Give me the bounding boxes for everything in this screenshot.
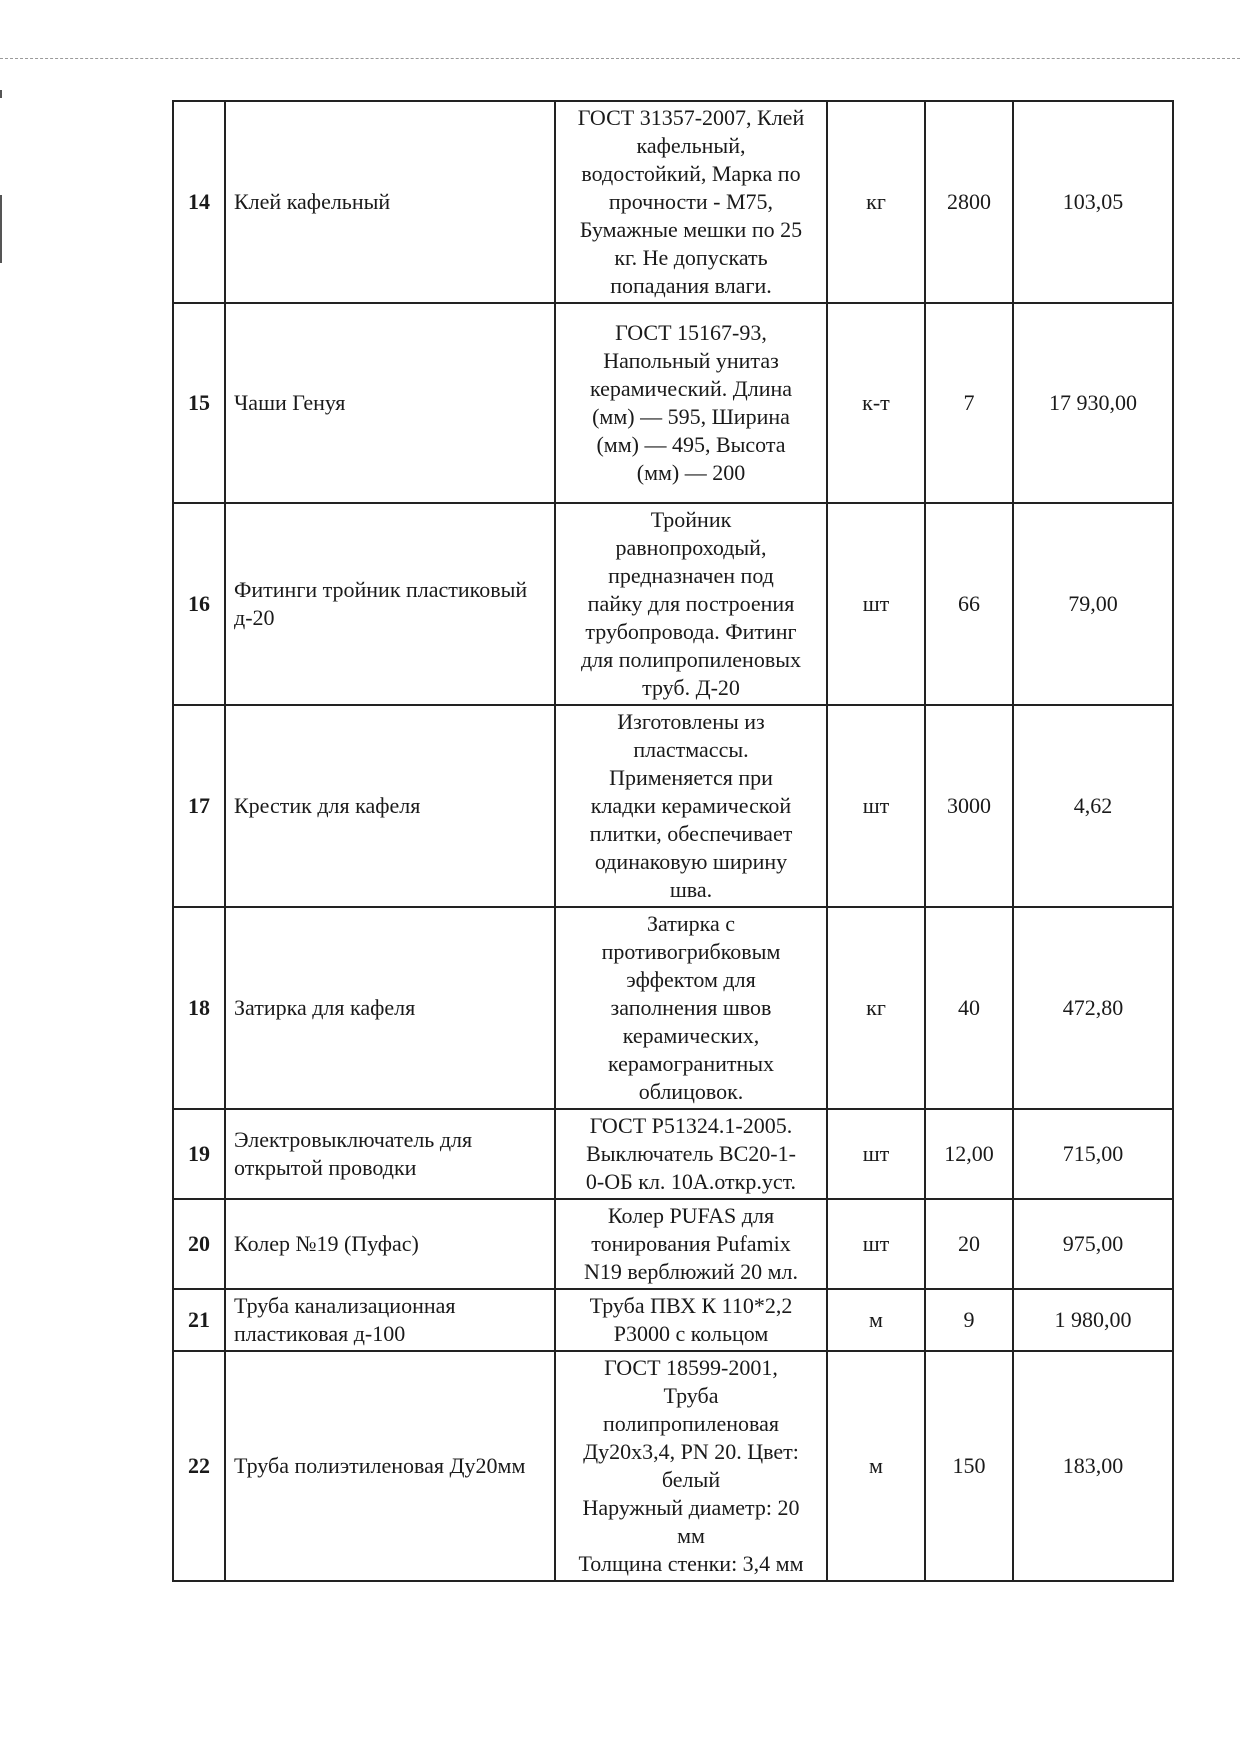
description-line: полипропиленовая bbox=[602, 1411, 780, 1436]
description-line: водостойкий, Марка по bbox=[581, 161, 801, 186]
description-line: N19 верблюжий 20 мл. bbox=[583, 1259, 799, 1284]
description-line: Изготовлены из bbox=[617, 709, 765, 734]
description-line: керамогранитных bbox=[607, 1051, 775, 1076]
item-name: Чаши Генуя bbox=[225, 303, 555, 503]
scan-mark bbox=[0, 195, 2, 263]
table-row bbox=[173, 303, 1173, 503]
row-number: 20 bbox=[173, 1199, 225, 1289]
unit-of-measure: к-т bbox=[827, 303, 925, 503]
unit-price: 1 980,00 bbox=[1013, 1289, 1173, 1351]
item-description bbox=[555, 503, 827, 705]
description-line: предназначен под bbox=[608, 563, 774, 588]
item-description bbox=[555, 303, 827, 503]
quantity: 40 bbox=[925, 907, 1013, 1109]
item-description bbox=[555, 1199, 827, 1289]
description-line: (мм) — 200 bbox=[636, 460, 746, 485]
description-line: Бумажные мешки по 25 bbox=[579, 217, 803, 242]
row-number: 18 bbox=[173, 907, 225, 1109]
description-line: пайку для построения bbox=[587, 591, 795, 616]
description-line: пластмассы. bbox=[633, 737, 749, 762]
description-line: облицовок. bbox=[638, 1079, 744, 1104]
description-line: труб. Д-20 bbox=[642, 675, 740, 700]
unit-price: 183,00 bbox=[1013, 1351, 1173, 1581]
quantity: 3000 bbox=[925, 705, 1013, 907]
unit-price: 79,00 bbox=[1013, 503, 1173, 705]
item-name: Электровыключатель для открытой проводки bbox=[225, 1109, 555, 1199]
row-number: 14 bbox=[173, 101, 225, 303]
quantity: 150 bbox=[925, 1351, 1013, 1581]
description-line: ГОСТ 15167-93, bbox=[615, 320, 767, 345]
unit-price: 472,80 bbox=[1013, 907, 1173, 1109]
description-line: Применяется при bbox=[609, 765, 773, 790]
row-number: 15 bbox=[173, 303, 225, 503]
description-line: трубопровода. Фитинг bbox=[585, 619, 797, 644]
description-line: кафельный, bbox=[636, 133, 746, 158]
table-row bbox=[173, 1289, 1173, 1351]
description-line: одинаковую ширину bbox=[594, 849, 788, 874]
table-row bbox=[173, 101, 1173, 303]
item-description bbox=[555, 907, 827, 1109]
description-line: керамический. Длина bbox=[589, 376, 793, 401]
description-line: прочности - М75, bbox=[608, 189, 774, 214]
description-line: белый bbox=[661, 1467, 721, 1492]
unit-price: 4,62 bbox=[1013, 705, 1173, 907]
description-line: (мм) — 595, Ширина bbox=[592, 404, 790, 429]
description-line: Толщина стенки: 3,4 мм bbox=[578, 1551, 804, 1576]
table-row bbox=[173, 1351, 1173, 1581]
unit-of-measure: кг bbox=[827, 907, 925, 1109]
row-number: 19 bbox=[173, 1109, 225, 1199]
description-line: кладки керамической bbox=[590, 793, 792, 818]
materials-table-body bbox=[173, 101, 1173, 1581]
description-line: Напольный унитаз bbox=[603, 348, 779, 373]
description-line: эффектом для bbox=[626, 967, 756, 992]
description-line: попадания влаги. bbox=[610, 273, 772, 298]
description-line: тонирования Pufamix bbox=[591, 1231, 791, 1256]
description-line: противогрибковым bbox=[601, 939, 781, 964]
unit-of-measure: шт bbox=[827, 503, 925, 705]
quantity: 9 bbox=[925, 1289, 1013, 1351]
unit-of-measure: кг bbox=[827, 101, 925, 303]
description-line: Труба bbox=[663, 1383, 719, 1408]
scan-edge-line bbox=[0, 58, 1240, 59]
description-line: Колер PUFAS для bbox=[607, 1203, 775, 1228]
description-line: Наружный диаметр: 20 bbox=[582, 1495, 800, 1520]
row-number: 21 bbox=[173, 1289, 225, 1351]
unit-price: 17 930,00 bbox=[1013, 303, 1173, 503]
item-name: Затирка для кафеля bbox=[225, 907, 555, 1109]
table-row bbox=[173, 1109, 1173, 1199]
description-line: Затирка с bbox=[647, 911, 735, 936]
description-line: для полипропиленовых bbox=[580, 647, 802, 672]
item-name: Колер №19 (Пуфас) bbox=[225, 1199, 555, 1289]
description-line: Р3000 с кольцом bbox=[613, 1321, 769, 1346]
table-row bbox=[173, 503, 1173, 705]
unit-of-measure: шт bbox=[827, 1199, 925, 1289]
scan-mark bbox=[0, 90, 2, 98]
unit-price: 975,00 bbox=[1013, 1199, 1173, 1289]
row-number: 16 bbox=[173, 503, 225, 705]
description-line: (мм) — 495, Высота bbox=[596, 432, 786, 457]
description-line: плитки, обеспечивает bbox=[589, 821, 793, 846]
quantity: 12,00 bbox=[925, 1109, 1013, 1199]
row-number: 22 bbox=[173, 1351, 225, 1581]
unit-of-measure: шт bbox=[827, 705, 925, 907]
description-line: равнопроходый, bbox=[615, 535, 767, 560]
table-row bbox=[173, 705, 1173, 907]
item-name: Клей кафельный bbox=[225, 101, 555, 303]
item-description bbox=[555, 1351, 827, 1581]
row-number: 17 bbox=[173, 705, 225, 907]
item-name: Труба полиэтиленовая Ду20мм bbox=[225, 1351, 555, 1581]
item-description bbox=[555, 1289, 827, 1351]
item-description bbox=[555, 705, 827, 907]
item-name: Труба канализационная пластиковая д-100 bbox=[225, 1289, 555, 1351]
description-line: керамических, bbox=[622, 1023, 760, 1048]
quantity: 20 bbox=[925, 1199, 1013, 1289]
description-line: ГОСТ 18599-2001, bbox=[604, 1355, 778, 1380]
description-line: Ду20х3,4, PN 20. Цвет: bbox=[583, 1439, 799, 1464]
description-line: мм bbox=[677, 1523, 705, 1548]
table-row bbox=[173, 1199, 1173, 1289]
description-line: шва. bbox=[669, 877, 713, 902]
quantity: 66 bbox=[925, 503, 1013, 705]
item-name: Крестик для кафеля bbox=[225, 705, 555, 907]
description-line: Труба ПВХ К 110*2,2 bbox=[589, 1293, 793, 1318]
description-line: 0-ОБ кл. 10А.откр.уст. bbox=[585, 1169, 797, 1194]
description-line: кг. Не допускать bbox=[614, 245, 768, 270]
unit-of-measure: м bbox=[827, 1289, 925, 1351]
quantity: 2800 bbox=[925, 101, 1013, 303]
unit-of-measure: м bbox=[827, 1351, 925, 1581]
description-line: Выключатель ВС20-1- bbox=[586, 1141, 796, 1166]
unit-price: 103,05 bbox=[1013, 101, 1173, 303]
table-row bbox=[173, 907, 1173, 1109]
materials-table bbox=[172, 100, 1174, 1582]
description-line: ГОСТ 31357-2007, Клей bbox=[577, 105, 805, 130]
description-line: ГОСТ Р51324.1-2005. bbox=[589, 1113, 793, 1138]
unit-price: 715,00 bbox=[1013, 1109, 1173, 1199]
description-line: заполнения швов bbox=[610, 995, 772, 1020]
item-name: Фитинги тройник пластиковый д-20 bbox=[225, 503, 555, 705]
unit-of-measure: шт bbox=[827, 1109, 925, 1199]
item-description bbox=[555, 1109, 827, 1199]
quantity: 7 bbox=[925, 303, 1013, 503]
item-description bbox=[555, 101, 827, 303]
description-line: Тройник bbox=[650, 507, 732, 532]
